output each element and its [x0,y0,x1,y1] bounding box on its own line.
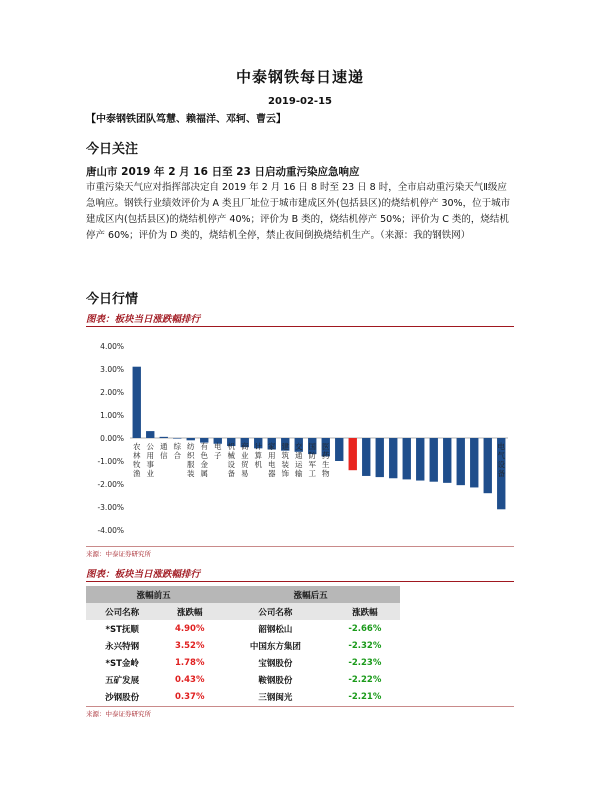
stock-ranking-table [86,586,400,705]
bar [187,438,195,440]
table-row [86,637,400,654]
top-company-change: 0.43% [175,674,205,685]
table-row [86,620,400,637]
table-column-header-row [86,603,400,620]
category-label: 电气设备 [497,442,505,478]
bottom-company-change: -2.66% [348,623,382,634]
category-label: 电子 [214,442,222,460]
category-label: 商业贸易 [241,442,249,478]
figure-caption-stock-ranking: 图表：板块当日涨跌幅排行 [86,569,201,580]
bar [146,431,154,438]
bottom-company-change: -2.22% [348,674,382,685]
bottom-company-change: -2.32% [348,640,382,651]
table-source: 来源：中泰证券研究所 [86,710,151,718]
category-label: 计算机 [254,442,262,469]
bottom-company-name: 三钢闽光 [258,692,293,703]
bottom-five-header: 涨幅后五 [221,586,400,603]
top-company-name: *ST金岭 [105,658,139,669]
y-tick-label: -3.00% [97,503,124,512]
news-headline: 唐山市 2019 年 2 月 16 日至 23 日启动重污染应急响应 [86,166,360,178]
top-company-name: 永兴特钢 [105,641,140,652]
bar [470,438,478,487]
top-company-name: 沙钢股份 [105,692,140,703]
category-label: 综合 [173,442,181,460]
category-label: 通信 [160,442,168,460]
bar [133,367,141,438]
column-header-change: 涨跌幅 [330,603,400,620]
figure-caption-sector-ranking: 图表：板块当日涨跌幅排行 [86,314,201,325]
table-row [86,654,400,671]
table-row [86,671,400,688]
y-tick-label: 2.00% [100,388,124,397]
y-tick-label: -2.00% [97,480,124,489]
top-company-name: 五矿发展 [105,675,140,686]
top-five-header: 涨幅前五 [86,586,221,603]
figure-caption-rule [86,326,514,327]
bar [443,438,451,483]
category-label: 家用电器 [268,442,276,478]
top-company-name: *ST抚顺 [105,624,139,635]
bottom-company-name: 中国东方集团 [249,641,301,652]
bottom-company-name: 鞍钢股份 [258,675,293,686]
category-label: 有色金属 [200,442,208,478]
top-company-change: 4.90% [175,623,205,634]
category-label: 机械设备 [227,442,235,478]
column-header-company: 公司名称 [86,603,158,620]
category-label: 国防军工 [308,442,316,478]
section-title-today-focus: 今日关注 [86,142,139,157]
y-tick-label: -4.00% [97,526,124,535]
bar [403,438,411,479]
column-header-change: 涨跌幅 [158,603,221,620]
bar [349,438,357,470]
bar [389,438,397,478]
table-group-header-row [86,586,400,603]
bar [416,438,424,481]
sector-change-bar-chart [86,330,514,542]
top-company-change: 3.52% [175,640,205,651]
column-header-company: 公司名称 [221,603,330,620]
y-tick-label: 3.00% [100,365,124,374]
bar [335,438,343,461]
category-label: 公用事业 [146,442,154,478]
bar [430,438,438,482]
y-tick-label: 1.00% [100,411,124,420]
figure-caption-rule [86,581,514,582]
category-label: 交通运输 [295,442,303,478]
bar [173,438,181,439]
category-label: 农林牧渔 [133,442,141,478]
bottom-company-change: -2.21% [348,691,382,702]
bottom-company-name: 韶钢松山 [258,624,293,635]
table-row [86,688,400,705]
category-label: 建筑装饰 [281,442,289,478]
top-company-change: 0.37% [175,691,205,702]
bar [362,438,370,476]
figure-bottom-rule [86,546,514,547]
news-body: 市重污染天气应对指挥部决定自 2019 年 2 月 16 日 8 时至 23 日 8 时，全市启动重污染天气Ⅱ级应急响应。钢铁行业绩效评价为 A 类且厂址位于城市建成区外(包括县区)的烧结机停产 30%，位于城市建成区内(包括县区)的烧结机停产 40%；评价为 B 类的，烧结机停产 50%；评价为 C 类的，烧结机停产 60%；评价为 D 类的，烧结机全停，禁止夜间倒换烧结机生产。（来源：我的钢铁网） [86,182,511,241]
bar [160,437,168,438]
category-label: 医药生物 [322,442,330,478]
bar [457,438,465,485]
y-tick-label: 4.00% [100,342,124,351]
author-line: 【中泰钢铁团队笃慧、赖福洋、邓轲、曹云】 [86,114,286,125]
category-label: 纺织服装 [187,442,195,478]
table-bottom-rule [86,706,514,707]
top-company-change: 1.78% [175,657,205,668]
figure-source: 来源：中泰证券研究所 [86,550,151,558]
report-date: 2019-02-15 [268,96,332,107]
bottom-company-change: -2.23% [348,657,382,668]
y-tick-label: 0.00% [100,434,124,443]
y-tick-label: -1.00% [97,457,124,466]
bar [484,438,492,493]
bar [376,438,384,477]
report-title: 中泰钢铁每日速递 [235,68,364,86]
section-title-market: 今日行情 [86,292,139,307]
bottom-company-name: 宝钢股份 [258,658,293,669]
